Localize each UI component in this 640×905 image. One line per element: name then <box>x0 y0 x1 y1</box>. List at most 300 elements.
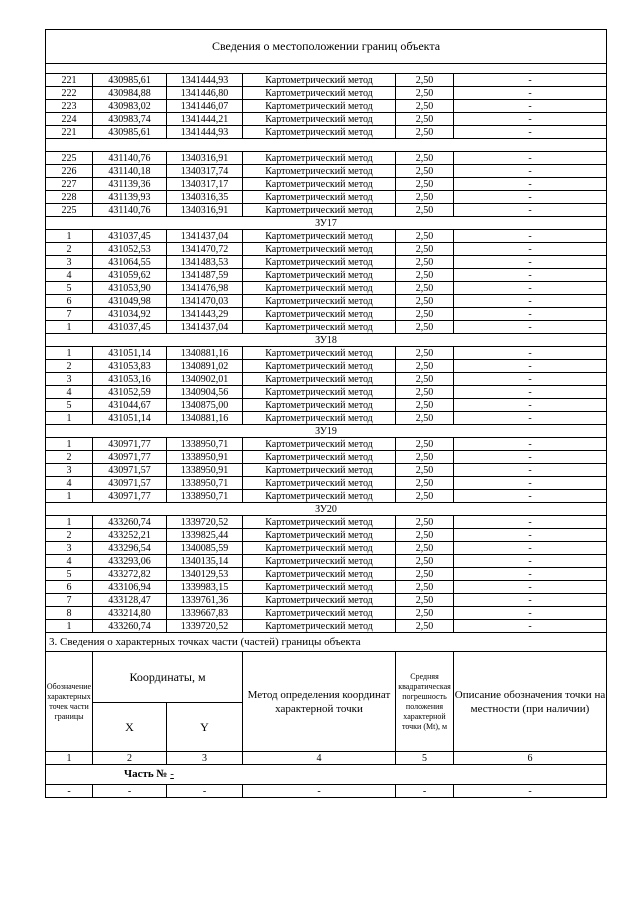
description-cell: - <box>454 282 607 295</box>
accuracy-cell: 2,50 <box>396 113 454 126</box>
y-coordinate-cell: 1340317,17 <box>167 178 243 191</box>
y-coordinate-cell: 1340902,01 <box>167 373 243 386</box>
method-cell: Картометрический метод <box>243 308 396 321</box>
y-coordinate-cell: 1340085,59 <box>167 542 243 555</box>
point-number-cell: 5 <box>46 399 93 412</box>
coordinate-row <box>46 620 607 633</box>
y-coordinate-cell: 1338950,91 <box>167 451 243 464</box>
y-coordinate-cell: 1339667,83 <box>167 607 243 620</box>
description-cell: - <box>454 204 607 217</box>
coordinate-row <box>46 490 607 503</box>
point-number-cell: 4 <box>46 386 93 399</box>
point-number-cell: 226 <box>46 165 93 178</box>
point-number-cell: 4 <box>46 477 93 490</box>
method-cell: Картометрический метод <box>243 386 396 399</box>
section3-title: 3. Сведения о характерных точках части (частей) границы объекта <box>46 633 607 652</box>
y-coordinate-cell: 1340316,91 <box>167 152 243 165</box>
method-cell: Картометрический метод <box>243 594 396 607</box>
y-coordinate-cell: 1341470,03 <box>167 295 243 308</box>
point-number-cell: 1 <box>46 438 93 451</box>
y-coordinate-cell: 1339720,52 <box>167 516 243 529</box>
accuracy-cell: 2,50 <box>396 308 454 321</box>
accuracy-cell: 2,50 <box>396 295 454 308</box>
accuracy-cell: 2,50 <box>396 568 454 581</box>
title-row <box>46 30 607 64</box>
y-coordinate-cell: 1341476,98 <box>167 282 243 295</box>
coordinate-row <box>46 308 607 321</box>
description-cell: - <box>454 412 607 425</box>
group-label-row <box>46 503 607 516</box>
coordinate-row <box>46 464 607 477</box>
point-number-cell: 1 <box>46 412 93 425</box>
method-cell: Картометрический метод <box>243 464 396 477</box>
coordinate-row <box>46 568 607 581</box>
description-cell: - <box>454 490 607 503</box>
description-cell: - <box>454 191 607 204</box>
x-coordinate-cell: 430985,61 <box>93 74 167 87</box>
x-coordinate-cell: 430971,57 <box>93 477 167 490</box>
coordinate-row <box>46 191 607 204</box>
coordinate-row <box>46 74 607 87</box>
x-coordinate-cell: 431037,45 <box>93 230 167 243</box>
coordinate-row <box>46 178 607 191</box>
group-label <box>46 139 607 152</box>
boundary-table <box>45 29 607 798</box>
y-coordinate-cell: 1340135,14 <box>167 555 243 568</box>
x-coordinate-cell: 431037,45 <box>93 321 167 334</box>
method-cell: Картометрический метод <box>243 204 396 217</box>
method-cell: Картометрический метод <box>243 74 396 87</box>
accuracy-cell: 2,50 <box>396 282 454 295</box>
method-cell: Картометрический метод <box>243 412 396 425</box>
point-number-cell: 7 <box>46 594 93 607</box>
y-coordinate-cell: 1341444,93 <box>167 126 243 139</box>
x-coordinate-cell: 430971,77 <box>93 451 167 464</box>
point-number-cell: 1 <box>46 230 93 243</box>
description-cell: - <box>454 594 607 607</box>
method-cell: Картометрический метод <box>243 126 396 139</box>
coordinate-row <box>46 555 607 568</box>
x-coordinate-cell: 431052,53 <box>93 243 167 256</box>
description-cell: - <box>454 477 607 490</box>
point-number-cell: 1 <box>46 321 93 334</box>
description-cell: - <box>454 165 607 178</box>
method-cell: Картометрический метод <box>243 373 396 386</box>
coordinate-row <box>46 321 607 334</box>
coordinate-row <box>46 529 607 542</box>
accuracy-cell: 2,50 <box>396 243 454 256</box>
x-coordinate-cell: 431140,18 <box>93 165 167 178</box>
description-cell: - <box>454 178 607 191</box>
part-number: - <box>170 768 174 780</box>
accuracy-cell: 2,50 <box>396 529 454 542</box>
description-cell: - <box>454 620 607 633</box>
description-cell: - <box>454 373 607 386</box>
column-number: 5 <box>396 752 454 765</box>
coordinate-row <box>46 126 607 139</box>
point-number-cell: 224 <box>46 113 93 126</box>
method-cell: Картометрический метод <box>243 438 396 451</box>
y-coordinate-cell: 1340881,16 <box>167 347 243 360</box>
x-coordinate-cell: 433252,21 <box>93 529 167 542</box>
accuracy-cell: 2,50 <box>396 594 454 607</box>
point-number-cell: 223 <box>46 100 93 113</box>
coordinate-row <box>46 269 607 282</box>
method-cell: Картометрический метод <box>243 516 396 529</box>
x-coordinate-cell: 431034,92 <box>93 308 167 321</box>
column-number: 1 <box>46 752 93 765</box>
accuracy-cell: 2,50 <box>396 412 454 425</box>
y-coordinate-cell: 1338950,71 <box>167 490 243 503</box>
x-coordinate-cell: 430984,88 <box>93 87 167 100</box>
x-coordinate-cell: 431051,14 <box>93 412 167 425</box>
part-data-row <box>46 785 607 798</box>
description-cell: - <box>454 386 607 399</box>
method-cell: Картометрический метод <box>243 113 396 126</box>
section3-header-row <box>46 652 607 703</box>
point-number-cell: 2 <box>46 360 93 373</box>
point-designation-header: Обозначение характерных точек части границы <box>46 652 93 752</box>
coordinate-row <box>46 152 607 165</box>
method-cell: Картометрический метод <box>243 347 396 360</box>
description-cell: - <box>454 347 607 360</box>
coordinate-row <box>46 347 607 360</box>
point-number-cell: 4 <box>46 269 93 282</box>
method-cell: Картометрический метод <box>243 256 396 269</box>
coordinate-row <box>46 243 607 256</box>
point-number-cell: 221 <box>46 126 93 139</box>
column-number: 3 <box>167 752 243 765</box>
description-cell: - <box>454 74 607 87</box>
point-number-cell: 2 <box>46 529 93 542</box>
y-coordinate-cell: 1340904,56 <box>167 386 243 399</box>
y-coordinate-cell: 1339825,44 <box>167 529 243 542</box>
description-header: Описание обозначения точки на местности (при наличии) <box>454 652 607 752</box>
column-number-row <box>46 752 607 765</box>
method-header: Метод определения координат характерной точки <box>243 652 396 752</box>
point-number-cell: 1 <box>46 620 93 633</box>
accuracy-cell: 2,50 <box>396 438 454 451</box>
accuracy-cell: 2,50 <box>396 191 454 204</box>
point-number-cell: 222 <box>46 87 93 100</box>
description-cell: - <box>454 126 607 139</box>
x-coordinate-cell: 431049,98 <box>93 295 167 308</box>
method-cell: Картометрический метод <box>243 581 396 594</box>
accuracy-cell: 2,50 <box>396 542 454 555</box>
y-coordinate-cell: 1339761,36 <box>167 594 243 607</box>
accuracy-cell: 2,50 <box>396 256 454 269</box>
x-coordinate-cell: 431051,14 <box>93 347 167 360</box>
y-header: Y <box>167 703 243 752</box>
accuracy-cell: 2,50 <box>396 87 454 100</box>
method-cell: Картометрический метод <box>243 87 396 100</box>
x-coordinate-cell: 431140,76 <box>93 204 167 217</box>
accuracy-cell: 2,50 <box>396 516 454 529</box>
x-coordinate-cell: 430971,77 <box>93 490 167 503</box>
coordinate-row <box>46 386 607 399</box>
accuracy-cell: 2,50 <box>396 100 454 113</box>
coordinate-row <box>46 438 607 451</box>
point-number-cell: 3 <box>46 373 93 386</box>
description-cell: - <box>454 438 607 451</box>
accuracy-cell: 2,50 <box>396 555 454 568</box>
method-cell: Картометрический метод <box>243 360 396 373</box>
x-coordinate-cell: 431044,67 <box>93 399 167 412</box>
accuracy-cell: 2,50 <box>396 152 454 165</box>
y-coordinate-cell: 1339983,15 <box>167 581 243 594</box>
point-number-cell: 6 <box>46 295 93 308</box>
method-cell: Картометрический метод <box>243 178 396 191</box>
point-number-cell: 225 <box>46 152 93 165</box>
coordinate-row <box>46 373 607 386</box>
group-label-row <box>46 425 607 438</box>
method-cell: Картометрический метод <box>243 620 396 633</box>
x-coordinate-cell: 430983,02 <box>93 100 167 113</box>
y-coordinate-cell: 1340891,02 <box>167 360 243 373</box>
description-cell: - <box>454 529 607 542</box>
coordinate-row <box>46 100 607 113</box>
x-coordinate-cell: 433260,74 <box>93 516 167 529</box>
part-cell: - <box>243 785 396 798</box>
coordinates-header: Координаты, м <box>93 652 243 703</box>
accuracy-cell: 2,50 <box>396 165 454 178</box>
method-cell: Картометрический метод <box>243 282 396 295</box>
description-cell: - <box>454 100 607 113</box>
y-coordinate-cell: 1341443,29 <box>167 308 243 321</box>
method-cell: Картометрический метод <box>243 555 396 568</box>
y-coordinate-cell: 1340316,91 <box>167 204 243 217</box>
coordinate-row <box>46 542 607 555</box>
coordinate-row <box>46 230 607 243</box>
column-number: 6 <box>454 752 607 765</box>
point-number-cell: 2 <box>46 243 93 256</box>
column-number: 2 <box>93 752 167 765</box>
point-number-cell: 227 <box>46 178 93 191</box>
y-coordinate-cell: 1341444,21 <box>167 113 243 126</box>
accuracy-cell: 2,50 <box>396 126 454 139</box>
coordinate-row <box>46 477 607 490</box>
x-coordinate-cell: 431139,36 <box>93 178 167 191</box>
point-number-cell: 7 <box>46 308 93 321</box>
x-coordinate-cell: 433106,94 <box>93 581 167 594</box>
accuracy-cell: 2,50 <box>396 178 454 191</box>
point-number-cell: 3 <box>46 542 93 555</box>
point-number-cell: 1 <box>46 516 93 529</box>
description-cell: - <box>454 568 607 581</box>
part-label: Часть № <box>124 768 168 780</box>
boundary-table-body <box>46 30 607 798</box>
x-coordinate-cell: 431053,16 <box>93 373 167 386</box>
y-coordinate-cell: 1340316,35 <box>167 191 243 204</box>
section3-title-row <box>46 633 607 652</box>
coordinate-row <box>46 282 607 295</box>
description-cell: - <box>454 87 607 100</box>
x-coordinate-cell: 433260,74 <box>93 620 167 633</box>
point-number-cell: 228 <box>46 191 93 204</box>
y-coordinate-cell: 1340875,00 <box>167 399 243 412</box>
group-label: ЗУ19 <box>46 425 607 438</box>
accuracy-cell: 2,50 <box>396 620 454 633</box>
method-cell: Картометрический метод <box>243 451 396 464</box>
group-label: ЗУ17 <box>46 217 607 230</box>
accuracy-cell: 2,50 <box>396 607 454 620</box>
y-coordinate-cell: 1341487,59 <box>167 269 243 282</box>
coordinate-row <box>46 87 607 100</box>
group-label-row <box>46 217 607 230</box>
boundary-document-sheet <box>45 29 606 798</box>
x-coordinate-cell: 431053,90 <box>93 282 167 295</box>
group-label: ЗУ18 <box>46 334 607 347</box>
description-cell: - <box>454 256 607 269</box>
description-cell: - <box>454 230 607 243</box>
accuracy-cell: 2,50 <box>396 360 454 373</box>
accuracy-cell: 2,50 <box>396 269 454 282</box>
accuracy-header: Средняя квадратическая погрешность положения характерной точки (Mt), м <box>396 652 454 752</box>
column-number: 4 <box>243 752 396 765</box>
description-cell: - <box>454 152 607 165</box>
group-label-row <box>46 334 607 347</box>
coordinate-row <box>46 113 607 126</box>
y-coordinate-cell: 1339720,52 <box>167 620 243 633</box>
x-coordinate-cell: 433293,06 <box>93 555 167 568</box>
method-cell: Картометрический метод <box>243 321 396 334</box>
description-cell: - <box>454 113 607 126</box>
method-cell: Картометрический метод <box>243 100 396 113</box>
x-coordinate-cell: 430985,61 <box>93 126 167 139</box>
point-number-cell: 8 <box>46 607 93 620</box>
group-separator-row <box>46 139 607 152</box>
y-coordinate-cell: 1338950,91 <box>167 464 243 477</box>
method-cell: Картометрический метод <box>243 191 396 204</box>
description-cell: - <box>454 516 607 529</box>
x-coordinate-cell: 431064,55 <box>93 256 167 269</box>
coordinate-row <box>46 581 607 594</box>
coordinate-row <box>46 204 607 217</box>
description-cell: - <box>454 321 607 334</box>
point-number-cell: 225 <box>46 204 93 217</box>
part-cell: - <box>454 785 607 798</box>
point-number-cell: 5 <box>46 568 93 581</box>
coordinate-row <box>46 360 607 373</box>
accuracy-cell: 2,50 <box>396 451 454 464</box>
accuracy-cell: 2,50 <box>396 321 454 334</box>
coordinate-row <box>46 594 607 607</box>
method-cell: Картометрический метод <box>243 542 396 555</box>
point-number-cell: 221 <box>46 74 93 87</box>
y-coordinate-cell: 1341437,04 <box>167 230 243 243</box>
x-coordinate-cell: 433296,54 <box>93 542 167 555</box>
point-number-cell: 1 <box>46 347 93 360</box>
x-coordinate-cell: 431052,59 <box>93 386 167 399</box>
description-cell: - <box>454 555 607 568</box>
part-cell: - <box>93 785 167 798</box>
point-number-cell: 6 <box>46 581 93 594</box>
accuracy-cell: 2,50 <box>396 581 454 594</box>
accuracy-cell: 2,50 <box>396 373 454 386</box>
x-coordinate-cell: 431059,62 <box>93 269 167 282</box>
y-coordinate-cell: 1340317,74 <box>167 165 243 178</box>
accuracy-cell: 2,50 <box>396 204 454 217</box>
x-coordinate-cell: 433272,82 <box>93 568 167 581</box>
y-coordinate-cell: 1341483,53 <box>167 256 243 269</box>
coordinate-row <box>46 256 607 269</box>
method-cell: Картометрический метод <box>243 152 396 165</box>
method-cell: Картометрический метод <box>243 529 396 542</box>
accuracy-cell: 2,50 <box>396 399 454 412</box>
accuracy-cell: 2,50 <box>396 386 454 399</box>
method-cell: Картометрический метод <box>243 295 396 308</box>
method-cell: Картометрический метод <box>243 230 396 243</box>
y-coordinate-cell: 1341444,93 <box>167 74 243 87</box>
method-cell: Картометрический метод <box>243 243 396 256</box>
part-row <box>46 765 607 785</box>
x-coordinate-cell: 433128,47 <box>93 594 167 607</box>
description-cell: - <box>454 360 607 373</box>
y-coordinate-cell: 1338950,71 <box>167 477 243 490</box>
method-cell: Картометрический метод <box>243 399 396 412</box>
x-coordinate-cell: 431053,83 <box>93 360 167 373</box>
accuracy-cell: 2,50 <box>396 347 454 360</box>
point-number-cell: 5 <box>46 282 93 295</box>
coordinate-row <box>46 399 607 412</box>
point-number-cell: 3 <box>46 256 93 269</box>
description-cell: - <box>454 607 607 620</box>
point-number-cell: 1 <box>46 490 93 503</box>
accuracy-cell: 2,50 <box>396 464 454 477</box>
coordinate-row <box>46 165 607 178</box>
x-coordinate-cell: 430971,57 <box>93 464 167 477</box>
description-cell: - <box>454 581 607 594</box>
spacer-row <box>46 64 607 74</box>
x-coordinate-cell: 433214,80 <box>93 607 167 620</box>
method-cell: Картометрический метод <box>243 607 396 620</box>
y-coordinate-cell: 1341470,72 <box>167 243 243 256</box>
description-cell: - <box>454 295 607 308</box>
y-coordinate-cell: 1341437,04 <box>167 321 243 334</box>
method-cell: Картометрический метод <box>243 490 396 503</box>
coordinate-row <box>46 412 607 425</box>
description-cell: - <box>454 399 607 412</box>
part-cell: - <box>167 785 243 798</box>
method-cell: Картометрический метод <box>243 477 396 490</box>
description-cell: - <box>454 243 607 256</box>
accuracy-cell: 2,50 <box>396 74 454 87</box>
point-number-cell: 2 <box>46 451 93 464</box>
coordinate-row <box>46 607 607 620</box>
document-title: Сведения о местоположении границ объекта <box>46 30 607 64</box>
description-cell: - <box>454 464 607 477</box>
description-cell: - <box>454 451 607 464</box>
coordinate-row <box>46 295 607 308</box>
group-label: ЗУ20 <box>46 503 607 516</box>
method-cell: Картометрический метод <box>243 568 396 581</box>
point-number-cell: 4 <box>46 555 93 568</box>
accuracy-cell: 2,50 <box>396 477 454 490</box>
coordinate-row <box>46 516 607 529</box>
part-cell: - <box>46 785 93 798</box>
y-coordinate-cell: 1341446,80 <box>167 87 243 100</box>
description-cell: - <box>454 269 607 282</box>
point-number-cell: 3 <box>46 464 93 477</box>
y-coordinate-cell: 1338950,71 <box>167 438 243 451</box>
x-coordinate-cell: 431139,93 <box>93 191 167 204</box>
x-coordinate-cell: 430971,77 <box>93 438 167 451</box>
description-cell: - <box>454 542 607 555</box>
method-cell: Картометрический метод <box>243 269 396 282</box>
accuracy-cell: 2,50 <box>396 490 454 503</box>
x-header: X <box>93 703 167 752</box>
coordinate-row <box>46 451 607 464</box>
